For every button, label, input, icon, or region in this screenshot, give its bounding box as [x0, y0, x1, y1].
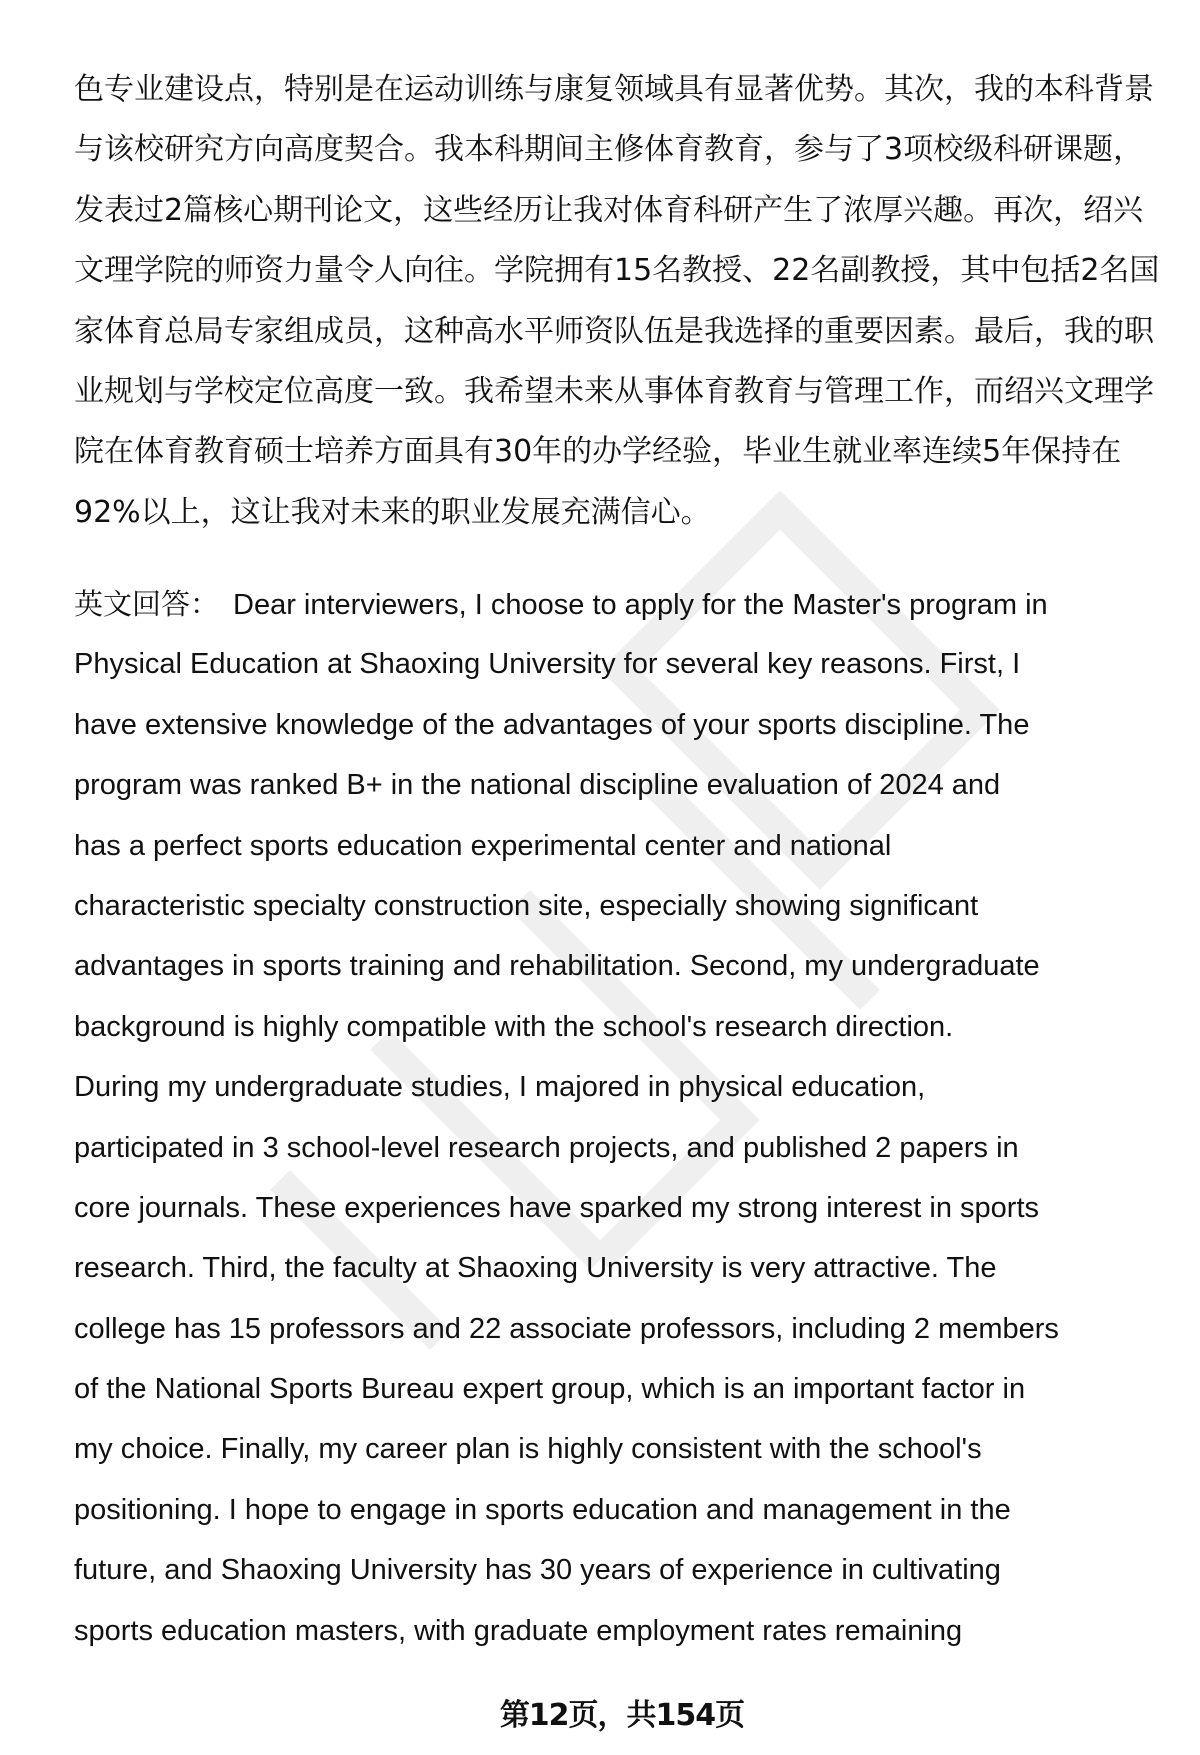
text-line-content: Dear interviewers, I choose to apply for the Master's program in — [233, 589, 1048, 621]
text-line: of the National Sports Bureau expert group, which is an important factor in — [74, 1373, 1026, 1406]
text-line: sports education masters, with graduate employment rates remaining — [74, 1614, 963, 1647]
text-line: core journals. These experiences have sparked my strong interest in sports — [74, 1191, 1040, 1224]
text-line: background is highly compatible with the school's research direction. — [74, 1010, 954, 1043]
chinese-answer-paragraph — [74, 60, 1184, 543]
text-line: During my undergraduate studies, I majored in physical education, — [74, 1071, 926, 1104]
text-line: has a perfect sports education experimental center and national — [74, 829, 892, 862]
text-line: future, and Shaoxing University has 30 years of experience in cultivating — [74, 1554, 1001, 1587]
text-line: program was ranked B+ in the national discipline evaluation of 2024 and — [74, 769, 1001, 802]
english-answer-label: 英文回答： — [74, 587, 220, 621]
english-answer-paragraph — [74, 574, 1184, 1661]
text-line: characteristic specialty construction site, especially showing significant — [74, 889, 979, 922]
text-line: have extensive knowledge of the advantages of your sports discipline. The — [74, 708, 1030, 741]
text-line: 92%以上，这让我对未来的职业发展充满信心。 — [74, 494, 711, 530]
text-line: participated in 3 school-level research projects, and published 2 papers in — [74, 1131, 1019, 1164]
page-number: 第12页，共154页 — [499, 1698, 745, 1733]
text-line — [74, 574, 1184, 634]
text-line: Physical Education at Shaoxing University for several key reasons. First, I — [74, 648, 1021, 681]
text-line: 与该校研究方向高度契合。我本科期间主修体育教育，参与了3项校级科研课题， — [74, 132, 1144, 168]
text-line: 文理学院的师资力量令人向往。学院拥有15名教授、22名副教授，其中包括2名国 — [74, 253, 1160, 289]
text-line: advantages in sports training and rehabilitation. Second, my undergraduate — [74, 950, 1040, 983]
text-line: research. Third, the faculty at Shaoxing University is very attractive. The — [74, 1252, 997, 1285]
text-line: 家体育总局专家组成员，这种高水平师资队伍是我选择的重要因素。最后，我的职 — [74, 313, 1154, 349]
text-line: college has 15 professors and 22 associate professors, including 2 members — [74, 1312, 1059, 1345]
text-line: positioning. I hope to engage in sports education and management in the — [74, 1493, 1011, 1526]
text-line: my choice. Finally, my career plan is highly consistent with the school's — [74, 1433, 982, 1466]
text-line: 业规划与学校定位高度一致。我希望未来从事体育教育与管理工作，而绍兴文理学 — [74, 373, 1154, 409]
text-line: 色专业建设点，特别是在运动训练与康复领域具有显著优势。其次，我的本科背景 — [74, 72, 1154, 107]
text-line: 院在体育教育硕士培养方面具有30年的办学经验，毕业生就业率连续5年保持在 — [74, 434, 1122, 470]
text-line: 发表过2篇核心期刊论文，这些经历让我对体育科研产生了浓厚兴趣。再次，绍兴 — [74, 192, 1144, 228]
